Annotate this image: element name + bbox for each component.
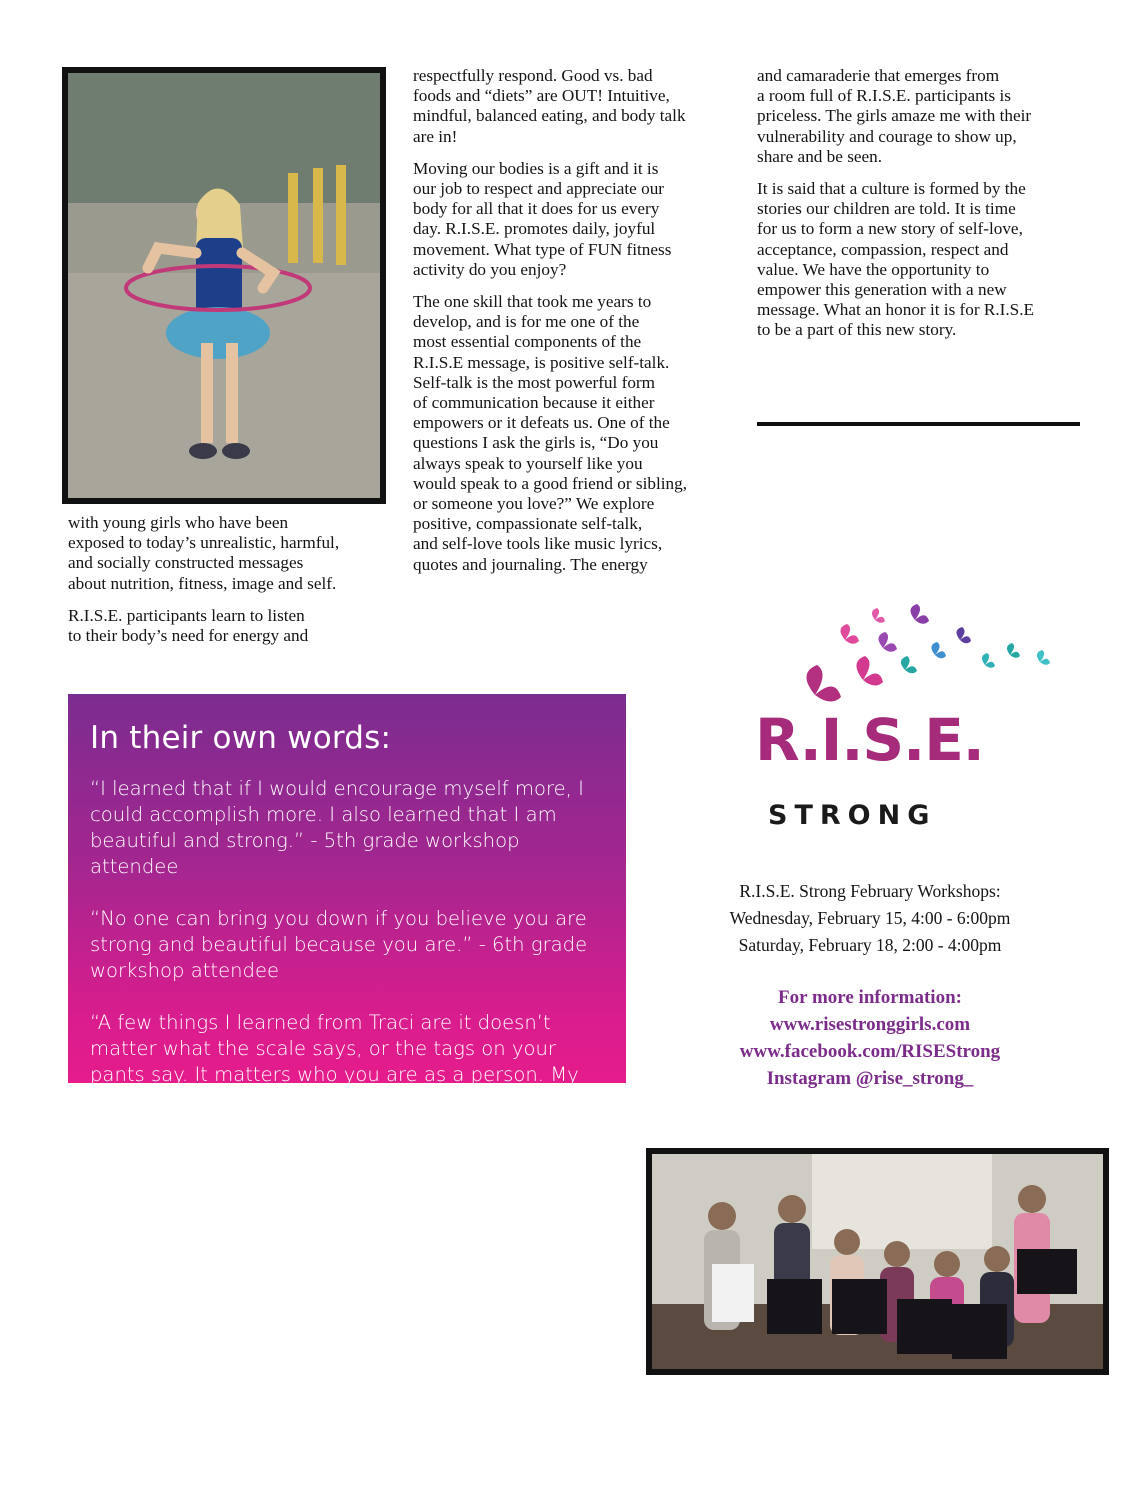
website-link[interactable]: www.risestronggirls.com bbox=[769, 1014, 971, 1035]
quote-2: “No one can bring you down if you believe you are strong and beautiful because you are.” - 6th grade workshop attendee bbox=[90, 907, 588, 982]
quote-3: “A few things I learned from Traci are it doesn’t matter what the scale says, or the tags on your pants say. It matters who you are as a person. My favorite part was when she let us step on each other’s R.I.S.E. scale so we could compliment each other for who they are.” - 7th grade student bbox=[90, 1011, 589, 1164]
column-2-paragraph-1: respectfully respond. Good vs. bad foods and “diets” are OUT! Intuitive, mindful, balanced eating, and body talk are in! bbox=[413, 66, 686, 146]
workshop-date-1: Wednesday, February 15, 4:00 - 6:00pm bbox=[729, 908, 1011, 928]
facebook-link[interactable]: www.facebook.com/RISEStrong bbox=[739, 1041, 1001, 1062]
info-block bbox=[690, 984, 1050, 1092]
logo-rise-text: R.I.S.E. bbox=[755, 706, 984, 774]
photo-group-girls bbox=[646, 1148, 1109, 1375]
quote-4: “Traci’s presentation helped me realize that my friends really care about me, and that I am beautiful and wanted in this world. Traci cares about us even though she doesn’t really know us, she cares!” - 8th grade student bbox=[90, 1193, 605, 1320]
info-heading: For more information: bbox=[778, 987, 962, 1008]
quotes-box bbox=[68, 694, 626, 1320]
workshop-date-2: Saturday, February 18, 2:00 - 4:00pm bbox=[738, 935, 1002, 955]
workshops-heading: R.I.S.E. Strong February Workshops: bbox=[739, 881, 1001, 901]
column-2-paragraph-2: Moving our bodies is a gift and it is our job to respect and appreciate our body for all that it does for us every day. R.I.S.E. promotes daily, joyful movement. What type of FUN fitness activity do you enjoy? bbox=[413, 158, 672, 279]
quote-1: “I learned that if I would encourage myself more, I could accomplish more. I also learned that I am beautiful and strong.” - 5th grade workshop attendee bbox=[90, 777, 584, 878]
section-divider bbox=[757, 422, 1080, 426]
instagram-link[interactable]: Instagram @rise_strong_ bbox=[766, 1068, 974, 1089]
column-3-paragraph-2: It is said that a culture is formed by the stories our children are told. It is time for us to form a new story of self-love, acceptance, compassion, respect and value. We have the opportunity to empower this generation with a new message. What an honor it is for R.I.S.E to be a part of this new story. bbox=[757, 179, 1035, 340]
butterflies-icon bbox=[755, 600, 1065, 720]
workshops-block bbox=[700, 878, 1040, 959]
column-1-paragraph-1: with young girls who have been exposed to today’s unrealistic, harmful, and socially constructed messages about nutrition, fitness, image and self. bbox=[68, 513, 340, 593]
column-1-paragraph-2: R.I.S.E. participants learn to listen to their body’s need for energy and bbox=[68, 605, 309, 646]
column-1-text bbox=[68, 513, 388, 658]
column-3-paragraph-1: and camaraderie that emerges from a room full of R.I.S.E. participants is priceless. The girls amaze me with their vulnerability and courage to show up, share and be seen. bbox=[757, 66, 1032, 166]
logo-strong-text: STRONG bbox=[768, 800, 937, 831]
photo-girl-hula-hoop-art bbox=[68, 73, 380, 498]
column-3-text bbox=[757, 66, 1087, 353]
rise-strong-logo bbox=[755, 600, 1065, 830]
column-2-text bbox=[413, 66, 738, 587]
quotes-title: In their own words: bbox=[90, 720, 392, 756]
photo-group-girls-art bbox=[652, 1154, 1103, 1369]
photo-girl-hula-hoop bbox=[62, 67, 386, 504]
column-2-paragraph-3: The one skill that took me years to develop, and is for me one of the most essential components of the R.I.S.E message, is positive self-talk. Self-talk is the most powerful form of communication because it either empowers or it defeats us. One of the questions I ask the girls is, “Do you always speak to yourself like you would speak to a good friend or sibling, or someone you love?” We explore positive, compassionate self-talk, and self-love tools like music lyrics, quotes and journaling. The energy bbox=[413, 292, 688, 574]
